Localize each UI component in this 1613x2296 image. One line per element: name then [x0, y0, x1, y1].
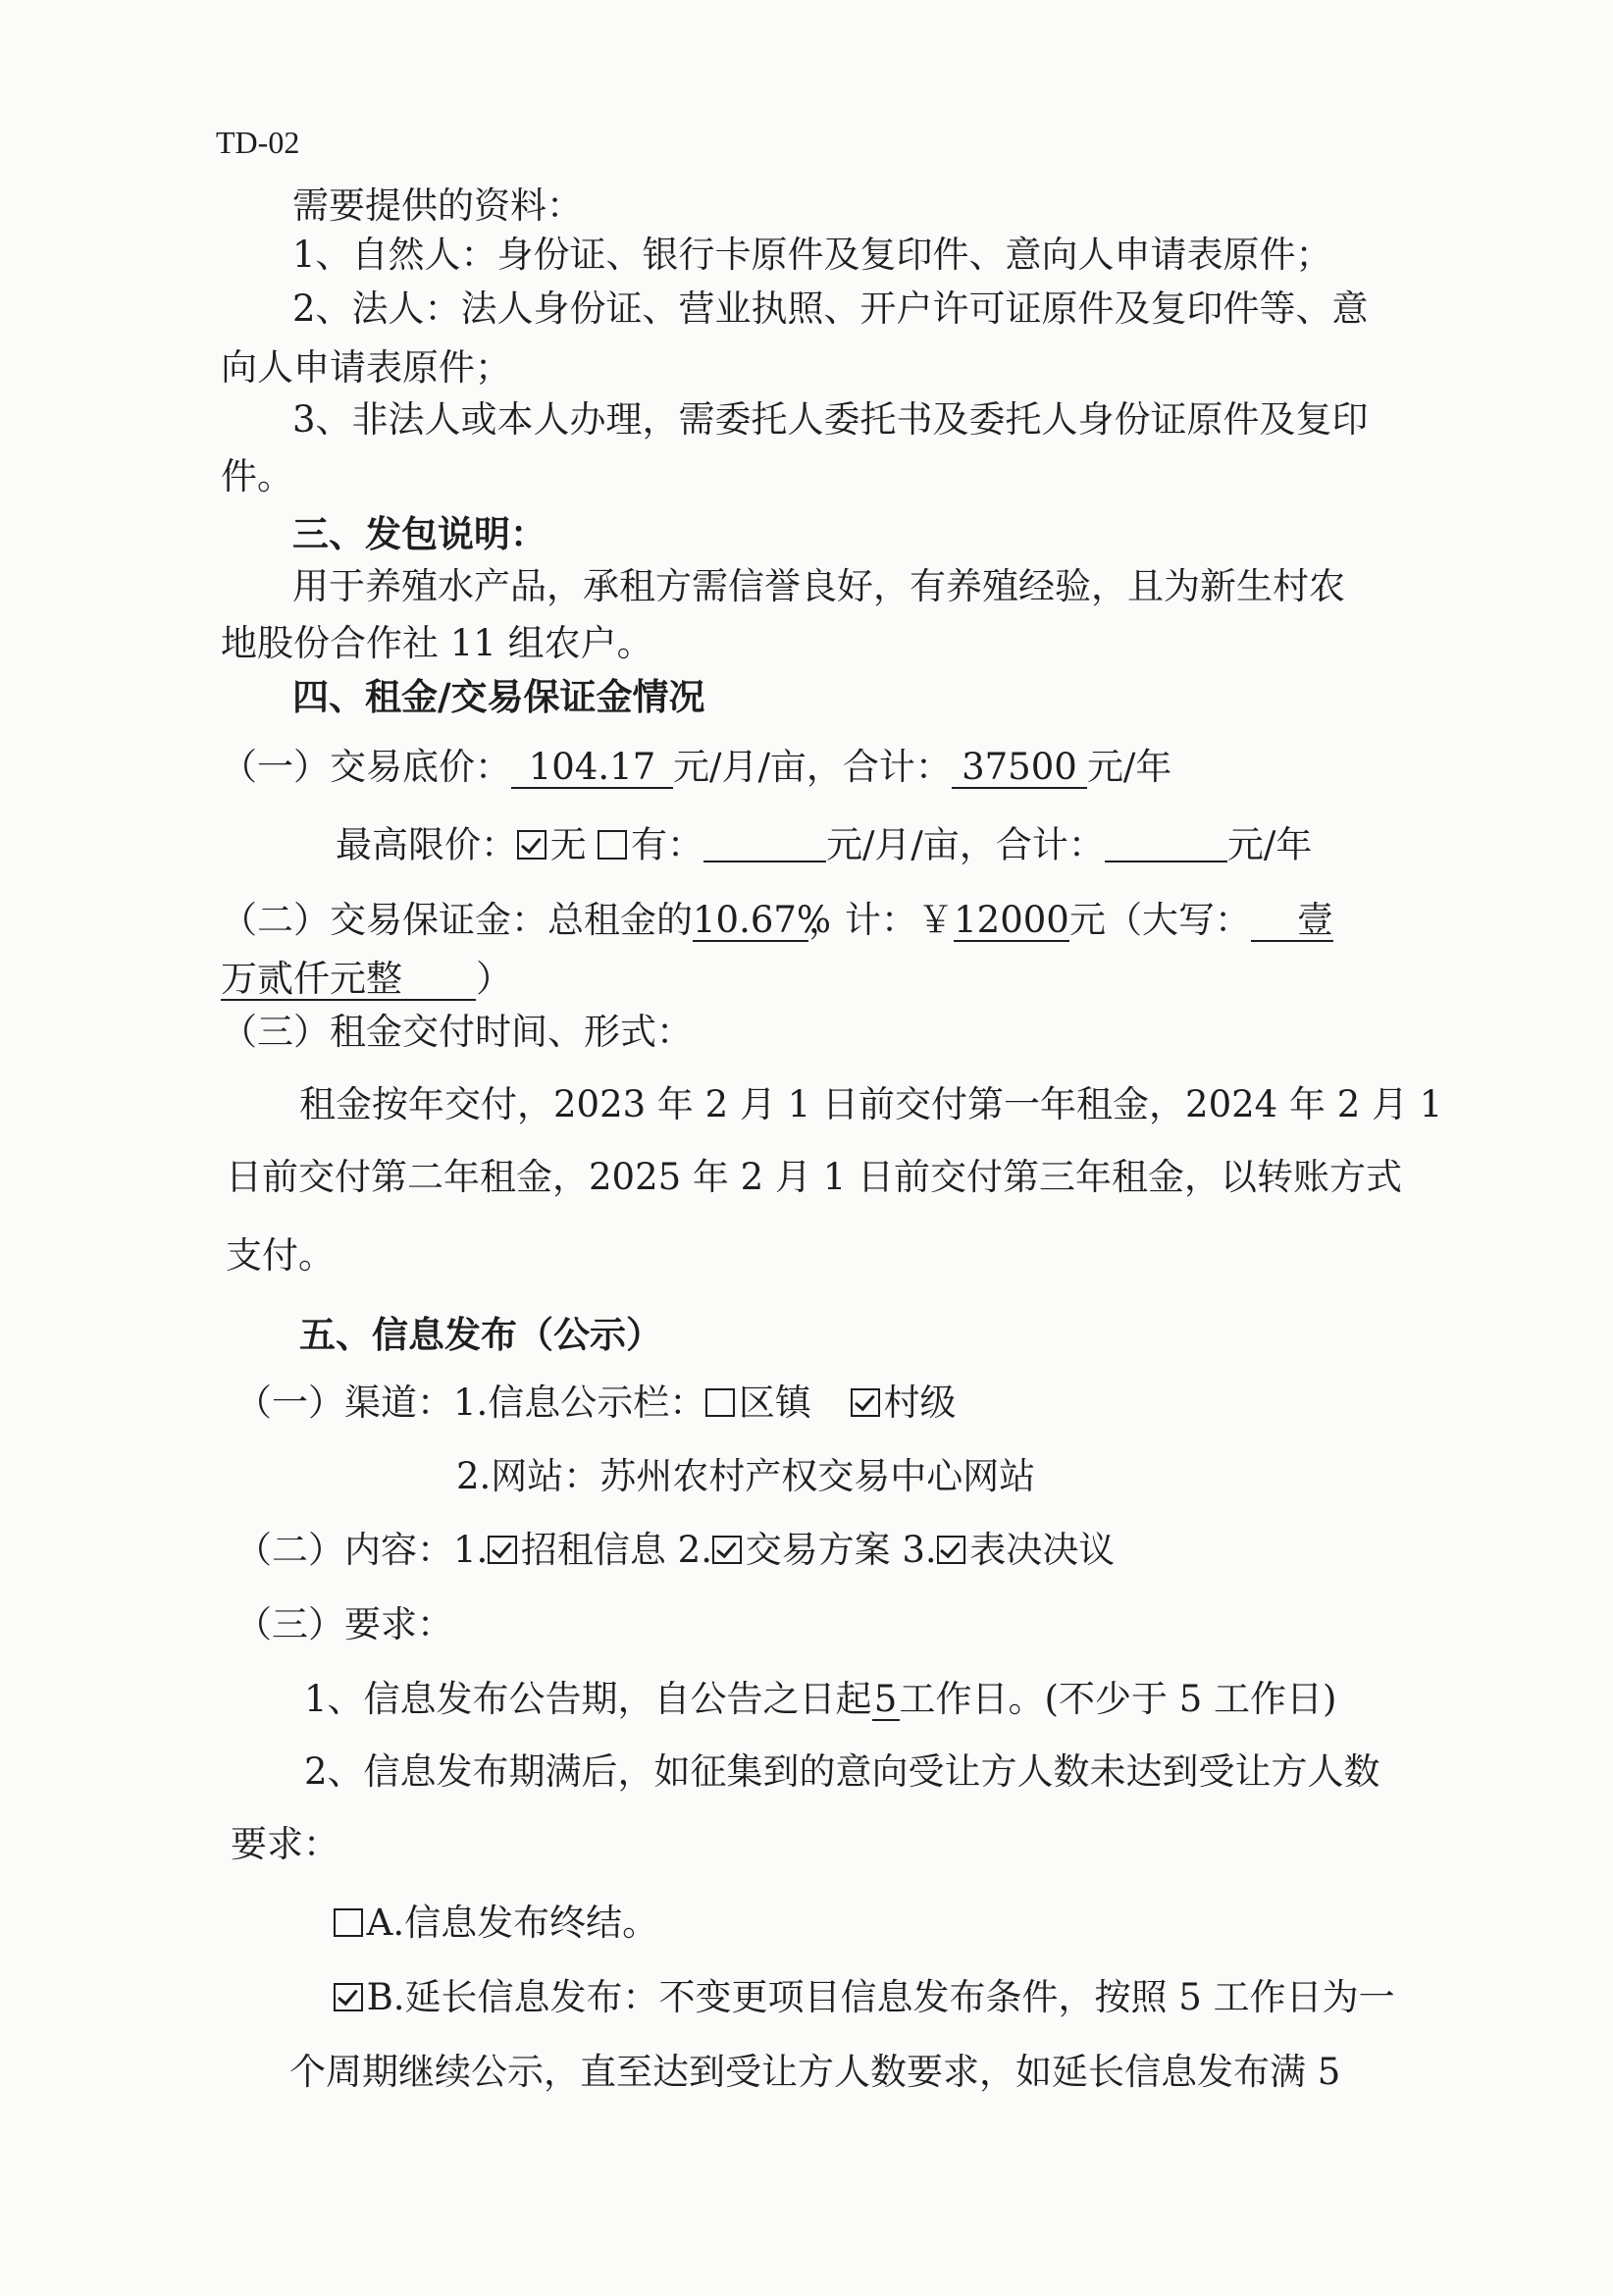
channel-village-label: 村级 [883, 1382, 957, 1424]
option-a-label: A.信息发布终结。 [366, 1902, 659, 1944]
base-total-unit: 元/年 [1086, 746, 1172, 788]
content-item1-checkbox[interactable] [488, 1536, 517, 1565]
content-item3-label: 表决决议 [969, 1529, 1116, 1571]
payment-line-2: 日前交付第二年租金，2025 年 2 月 1 日前交付第三年租金，以转账方式 [226, 1156, 1403, 1198]
channel-label: （一）渠道：1.信息公示栏： [235, 1382, 706, 1424]
section3-heading: 三、发包说明： [292, 512, 546, 555]
section4-heading: 四、租金/交易保证金情况 [292, 675, 705, 718]
max-have-checkbox[interactable] [598, 830, 627, 860]
max-price-label: 最高限价： [336, 823, 517, 866]
content-item3-checkbox[interactable] [937, 1536, 966, 1565]
deposit-close: ） [476, 958, 512, 1000]
deposit-percentage: 10.67% [693, 899, 832, 941]
option-b-label: B.延长信息发布：不变更项目信息发布条件，按照 5 工作日为一 [366, 1976, 1395, 2018]
max-price-unit: 元/月/亩，合计： [825, 823, 1105, 866]
payment-heading: （三）租金交付时间、形式： [221, 1011, 693, 1053]
content-label: （二）内容：1. [235, 1529, 489, 1571]
deposit-amount: 12000 [954, 899, 1069, 941]
requirement-1 [304, 1680, 1336, 1721]
option-b-row [334, 1978, 1395, 2018]
content-item2-label: 交易方案 3. [745, 1529, 937, 1571]
requirement-2: 2、信息发布期满后，如征集到的意向受让方人数未达到受让方人数 [304, 1750, 1380, 1793]
content-item1-label: 招租信息 2. [520, 1529, 712, 1571]
deposit-upper-part1: 壹 [1251, 902, 1333, 942]
deposit-row [221, 901, 1333, 942]
deposit-label: （二）交易保证金：总租金的 [221, 899, 693, 941]
channel-website: 2.网站：苏州农村产权交易中心网站 [456, 1455, 1036, 1497]
requirement-1-prefix: 1、信息发布公告期，自公告之日起 [304, 1678, 872, 1720]
requirements-heading: （三）要求： [235, 1603, 453, 1645]
materials-item-2: 2、法人：法人身份证、营业执照、开户许可证原件及复印件等、意 [292, 287, 1369, 330]
materials-item-2-cont: 向人申请表原件； [221, 346, 511, 389]
deposit-calc-label: ，计：￥ [808, 899, 954, 941]
option-b-cont: 个周期继续公示，直至达到受让方人数要求，如延长信息发布满 5 [289, 2051, 1341, 2093]
payment-line-3: 支付。 [226, 1234, 335, 1277]
materials-item-3-cont: 件。 [221, 455, 293, 497]
channel-town-checkbox[interactable] [705, 1388, 735, 1418]
materials-heading: 需要提供的资料： [292, 184, 583, 227]
requirement-2-cont: 要求： [231, 1823, 339, 1865]
channel-village-checkbox[interactable] [851, 1388, 880, 1418]
option-a-row [334, 1904, 658, 1944]
content-item2-checkbox[interactable] [712, 1536, 742, 1565]
base-price-value: 104.17 [511, 749, 673, 789]
max-have-label: 有： [630, 823, 703, 866]
base-price-row [221, 748, 1171, 789]
channel-town-label: 区镇 [738, 1382, 811, 1424]
section3-line-2: 地股份合作社 11 组农户。 [221, 622, 653, 664]
requirement-1-days: 5 [872, 1681, 900, 1721]
requirement-1-suffix: 工作日。(不少于 5 工作日) [899, 1678, 1337, 1720]
max-total-unit: 元/年 [1226, 823, 1313, 866]
base-price-label: （一）交易底价： [221, 746, 511, 788]
materials-item-1: 1、自然人：身份证、银行卡原件及复印件、意向人申请表原件； [292, 234, 1332, 276]
document-code: TD-02 [216, 125, 300, 160]
option-b-checkbox[interactable] [334, 1983, 363, 2012]
option-a-checkbox[interactable] [334, 1908, 363, 1938]
deposit-row-cont [221, 960, 512, 1001]
section5-heading: 五、信息发布（公示） [299, 1313, 662, 1356]
max-none-checkbox[interactable] [517, 830, 546, 860]
max-none-label: 无 [549, 823, 587, 866]
max-price-blank[interactable] [703, 824, 826, 862]
materials-item-3: 3、非法人或本人办理，需委托人委托书及委托人身份证原件及复印 [292, 398, 1369, 441]
base-total-value: 37500 [952, 749, 1087, 789]
section3-line-1: 用于养殖水产品，承租方需信誉良好，有养殖经验，且为新生村农 [292, 565, 1345, 607]
max-total-blank[interactable] [1105, 824, 1227, 862]
max-price-row [336, 824, 1312, 865]
content-row [235, 1531, 1115, 1571]
base-price-unit: 元/月/亩，合计： [673, 746, 952, 788]
deposit-upper-label: 元（大写： [1069, 899, 1251, 941]
channel-row [235, 1383, 957, 1424]
payment-line-1: 租金按年交付，2023 年 2 月 1 日前交付第一年租金，2024 年 2 月 1 [299, 1083, 1443, 1125]
deposit-upper-part2: 万贰仟元整 [221, 961, 476, 1001]
